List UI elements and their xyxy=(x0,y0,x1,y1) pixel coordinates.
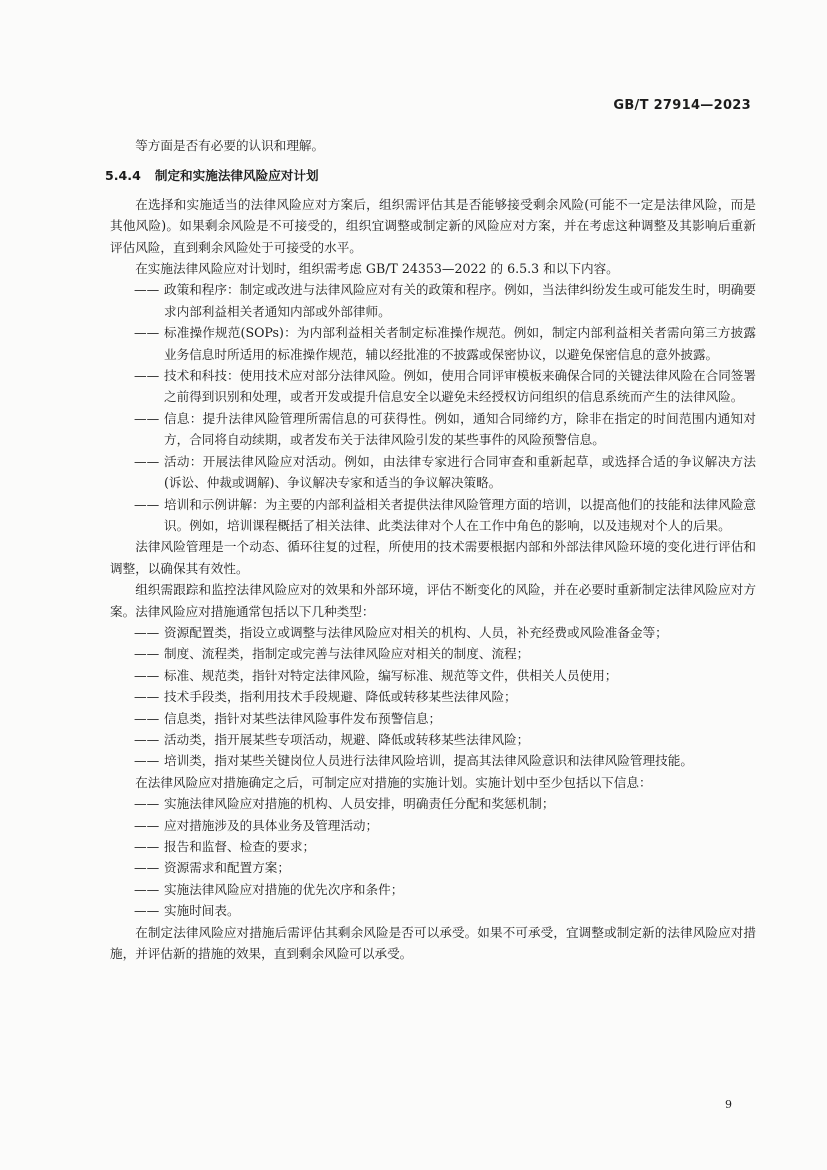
dash-marker: —— xyxy=(134,646,160,662)
dash-marker: —— xyxy=(134,731,160,747)
intro-line: 等方面是否有必要的认识和理解。 xyxy=(135,138,325,153)
list-item-text: 信息：提升法律风险管理所需信息的可获得性。例如，通知合同缔约方，除非在指定的时间范围内通知对方，合同将自动续期，或者发布关于法律风险引发的某些事件的风险预警信息。 xyxy=(164,410,756,448)
list-2 xyxy=(110,622,756,772)
list-item-text: 活动：开展法律风险应对活动。例如，由法律专家进行合同审查和重新起草，或选择合适的争议解决方法(诉讼、仲裁或调解)、争议解决专家和适当的争议解决策略。 xyxy=(164,453,756,491)
paragraph-6: 在制定法律风险应对措施后需评估其剩余风险是否可以承受。如果不可承受，宜调整或制定新的法律风险应对措施，并评估新的措施的效果，直到剩余风险可以承受。 xyxy=(110,924,756,962)
page-body xyxy=(105,135,756,964)
dash-marker: —— xyxy=(134,689,160,705)
paragraph-1: 在选择和实施适当的法律风险应对方案后，组织需评估其是否能够接受剩余风险(可能不一定是法律风险，而是其他风险)。如果剩余风险是不可接受的，组织宜调整或制定新的风险应对方案，并在考虑这种调整及其影响后重新评估风险，直到剩余风险处于可接受的水平。 xyxy=(110,196,756,255)
dash-marker: —— xyxy=(134,796,160,812)
dash-marker: —— xyxy=(134,325,160,341)
list-item-text: 报告和监督、检查的要求； xyxy=(164,839,316,854)
list-item-text: 标准操作规范(SOPs)：为内部利益相关者制定标准操作规范。例如，制定内部利益相关者需向第三方披露业务信息时所适用的标准操作规范，辅以经批准的不披露或保密协议，以避免保密信息的意外披露。 xyxy=(164,325,756,362)
section-heading xyxy=(105,165,756,186)
list-item-text: 培训和示例讲解：为主要的内部利益相关者提供法律风险管理方面的培训，以提高他们的技能和法律风险意识。例如，培训课程概括了相关法律、此类法律对个人在工作中角色的影响，以及违规对个人的后果。 xyxy=(164,496,756,533)
section-title: 制定和实施法律风险应对计划 xyxy=(154,168,319,184)
paragraph-3: 法律风险管理是一个动态、循环往复的过程，所使用的技术需要根据内部和外部法律风险环境的变化进行评估和调整，以确保其有效性。 xyxy=(110,539,756,576)
page-number: 9 xyxy=(725,1098,732,1111)
list-item-text: 标准、规范类，指针对特定法律风险，编写标准、规范等文件，供相关人员使用； xyxy=(164,667,618,683)
standard-number: GB/T 27914—2023 xyxy=(613,98,751,113)
list-item xyxy=(110,750,756,771)
list-item xyxy=(110,643,756,664)
list-item xyxy=(110,279,756,322)
list-item-text: 活动类，指开展某些专项活动，规避、降低或转移某些法律风险； xyxy=(164,731,530,747)
dash-marker: —— xyxy=(134,860,160,876)
list-item xyxy=(110,708,756,729)
list-item xyxy=(110,322,756,365)
dash-marker: —— xyxy=(134,368,160,384)
paragraph-5: 在法律风险应对措施确定之后，可制定应对措施的实施计划。实施计划中至少包括以下信息： xyxy=(135,774,652,790)
list-item xyxy=(110,365,756,408)
dash-marker: —— xyxy=(134,282,160,298)
dash-marker: —— xyxy=(134,839,160,854)
list-3 xyxy=(110,793,756,921)
list-item-text: 政策和程序：制定或改进与法律风险应对有关的政策和程序。例如，当法律纠纷发生或可能发生时，明确要求内部利益相关者通知内部或外部律师。 xyxy=(164,282,756,319)
dash-marker: —— xyxy=(134,903,160,919)
list-item-text: 培训类，指对某些关键岗位人员进行法律风险培训，提高其法律风险意识和法律风险管理技能。 xyxy=(164,753,693,769)
list-item xyxy=(110,408,756,451)
list-item xyxy=(110,815,756,836)
dash-marker: —— xyxy=(134,496,160,512)
list-item xyxy=(110,665,756,686)
dash-marker: —— xyxy=(134,624,160,640)
list-item xyxy=(110,879,756,900)
list-item-text: 实施时间表。 xyxy=(164,903,240,919)
list-item xyxy=(110,494,756,537)
paragraph-2: 在实施法律风险应对计划时，组织需考虑 GB/T 24353—2022 的 6.5.3 和以下内容。 xyxy=(135,261,619,277)
list-item xyxy=(110,836,756,857)
list-item-text: 实施法律风险应对措施的优先次序和条件； xyxy=(164,881,404,897)
section-number: 5.4.4 xyxy=(105,168,141,184)
dash-marker: —— xyxy=(134,753,160,769)
list-1 xyxy=(110,279,756,536)
list-item-text: 制度、流程类，指制定或完善与法律风险应对相关的制度、流程； xyxy=(164,646,530,662)
dash-marker: —— xyxy=(134,667,160,683)
dash-marker: —— xyxy=(134,817,160,833)
list-item-text: 资源配置类，指设立或调整与法律风险应对相关的机构、人员，补充经费或风险准备金等； xyxy=(164,624,668,640)
list-item xyxy=(110,793,756,814)
list-item xyxy=(110,622,756,643)
list-item-text: 应对措施涉及的具体业务及管理活动； xyxy=(164,817,379,833)
list-item xyxy=(110,857,756,878)
list-item xyxy=(110,451,756,494)
dash-marker: —— xyxy=(134,410,160,426)
dash-marker: —— xyxy=(134,453,160,469)
list-item xyxy=(110,686,756,707)
list-item-text: 信息类，指针对某些法律风险事件发布预警信息； xyxy=(164,710,442,726)
list-item-text: 实施法律风险应对措施的机构、人员安排，明确责任分配和奖惩机制； xyxy=(164,796,555,812)
list-item xyxy=(110,729,756,750)
list-item xyxy=(110,900,756,921)
paragraph-4: 组织需跟踪和监控法律风险应对的效果和外部环境，评估不断变化的风险，并在必要时重新制定法律风险应对方案。法律风险应对措施通常包括以下几种类型： xyxy=(110,582,756,619)
dash-marker: —— xyxy=(134,710,160,726)
list-item-text: 资源需求和配置方案； xyxy=(164,860,290,876)
list-item-text: 技术手段类，指利用技术手段规避、降低或转移某些法律风险； xyxy=(164,689,517,705)
list-item-text: 技术和科技：使用技术应对部分法律风险。例如，使用合同评审模板来确保合同的关键法律风险在合同签署之前得到识别和处理，或者开发或提升信息安全以避免未经授权访问组织的信息系统而产生的法律风险。 xyxy=(164,368,756,405)
dash-marker: —— xyxy=(134,881,160,897)
